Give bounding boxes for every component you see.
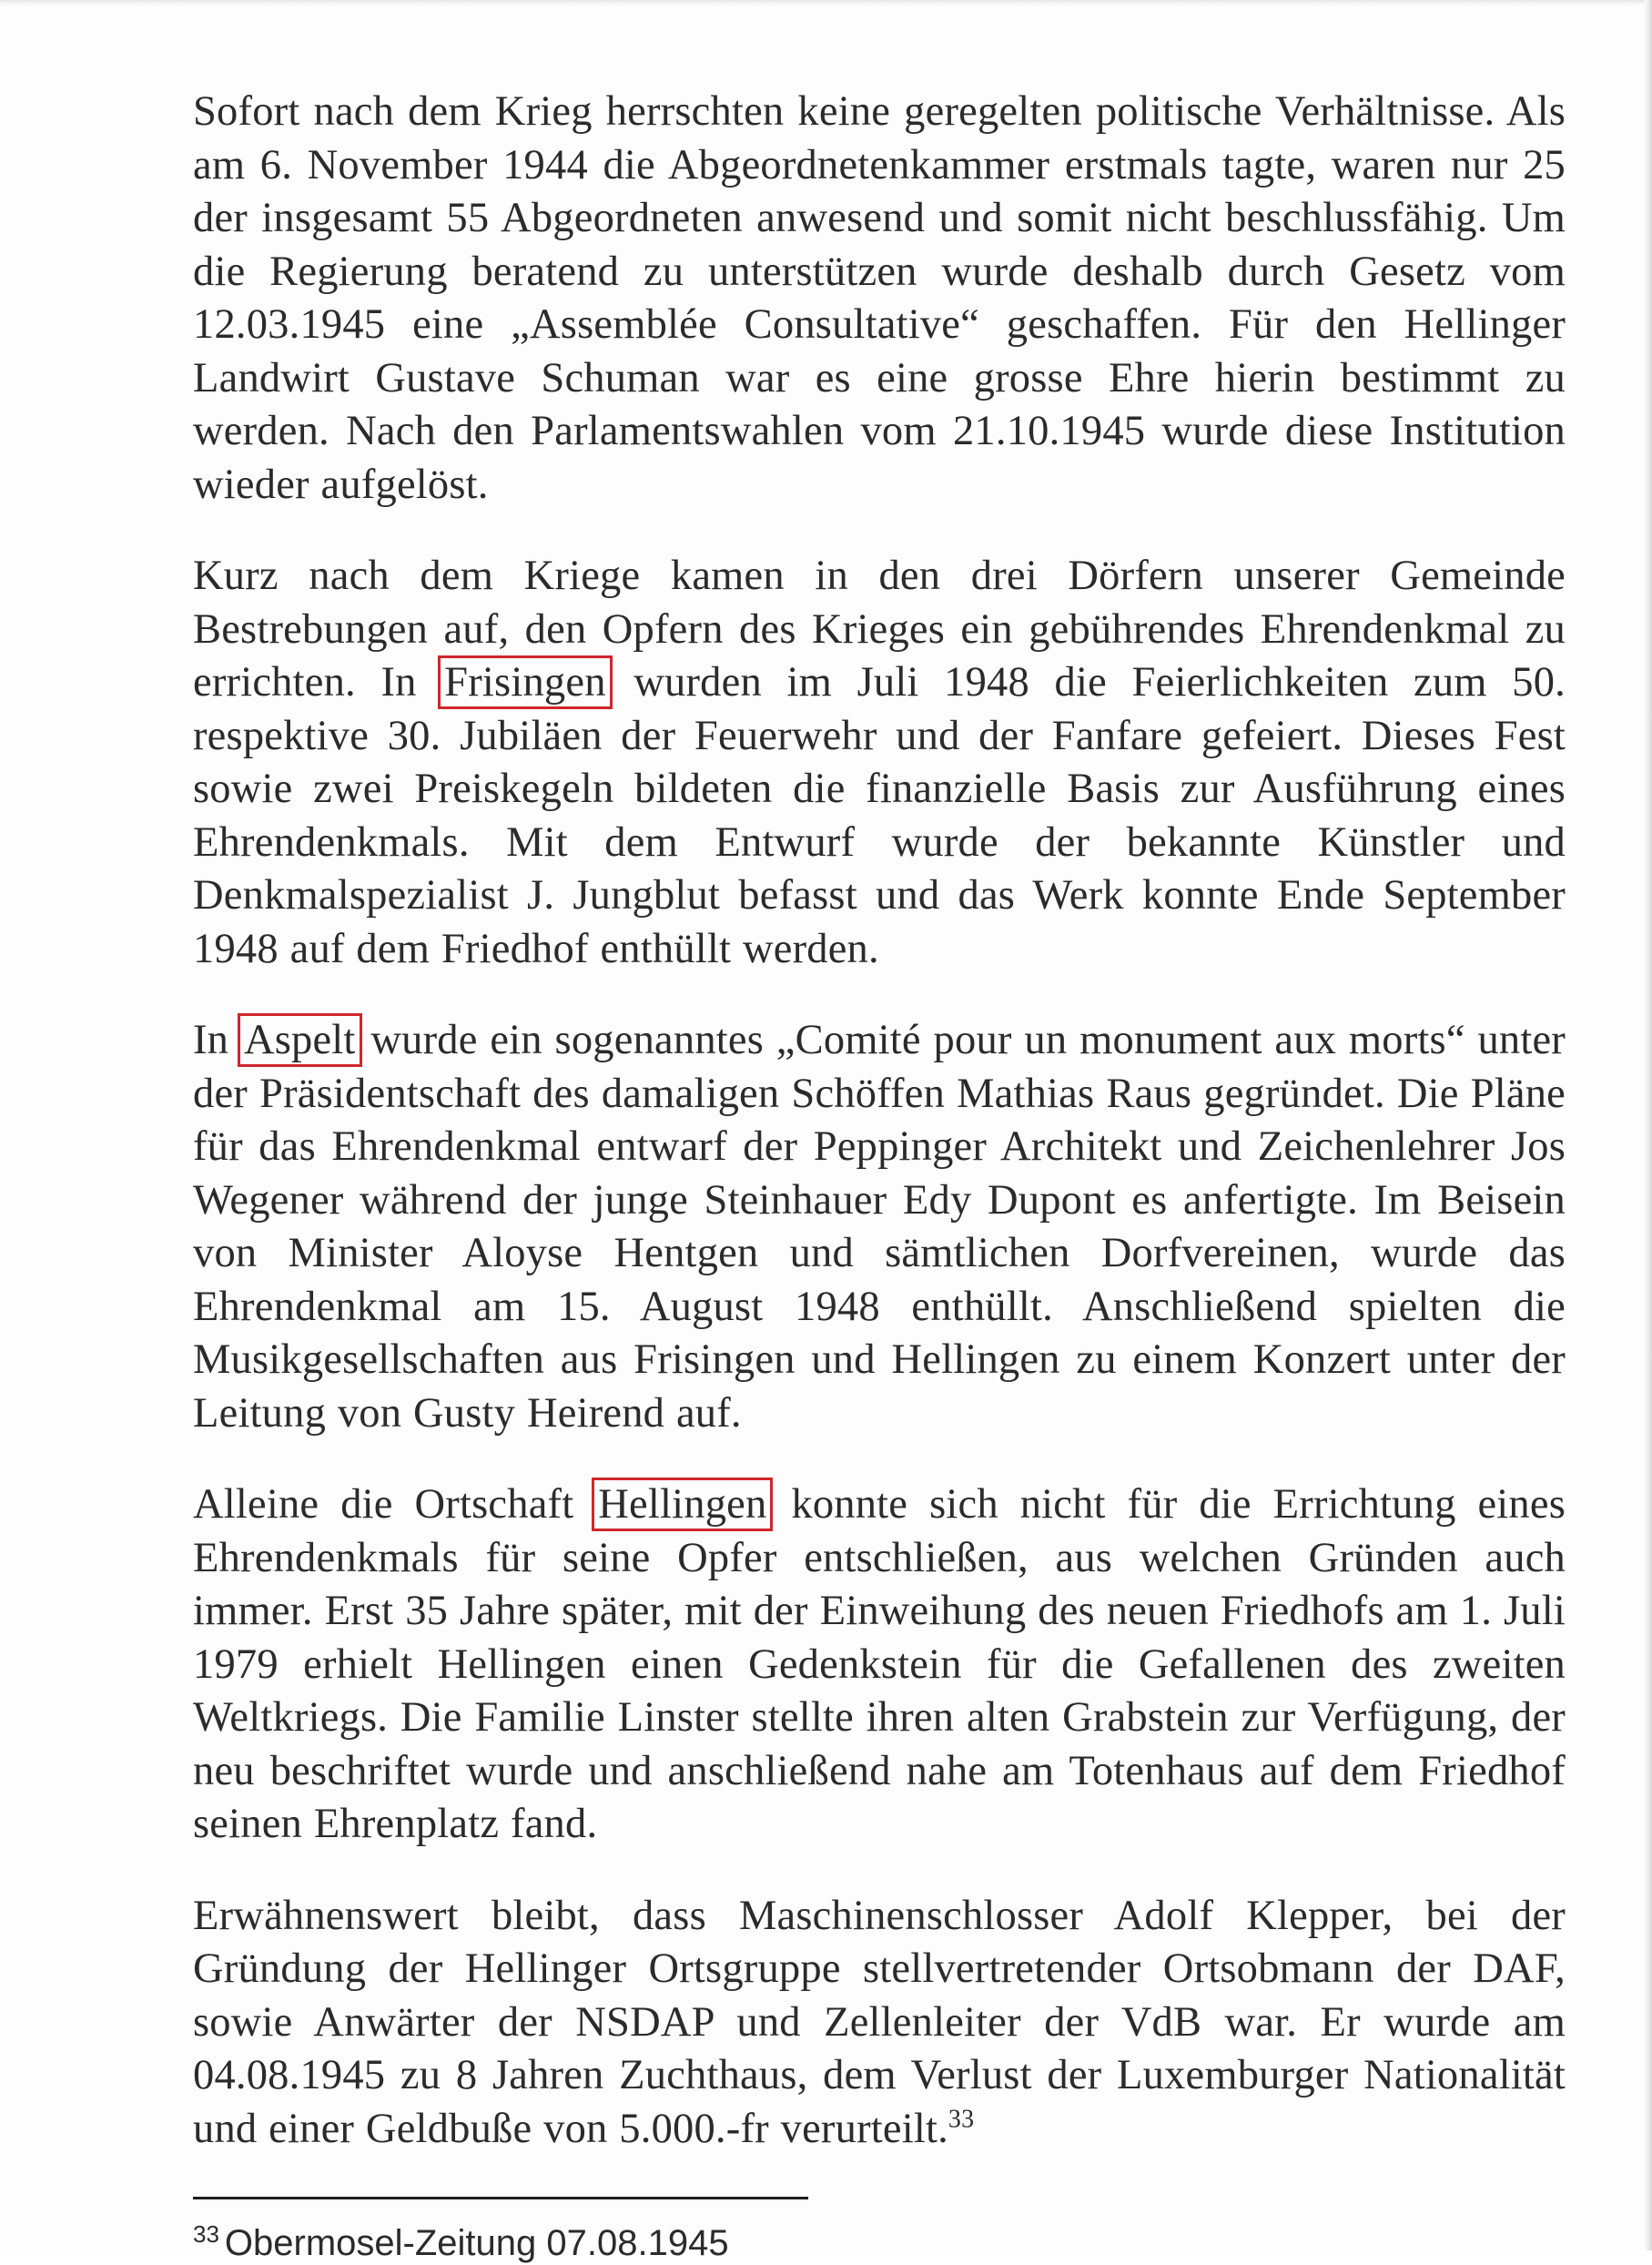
footnote-number: 33 bbox=[193, 2219, 219, 2248]
paragraph-2-before: Kurz nach dem Kriege kamen in den drei Dörfern unserer Gemeinde Bestrebungen auf, den Opfern des Krieges ein gebührendes Ehrendenkmal zu errichten. In bbox=[193, 553, 1566, 706]
paragraph-2 bbox=[193, 550, 1566, 976]
paragraph-4-before: Alleine die Ortschaft bbox=[193, 1481, 596, 1528]
footnote-divider bbox=[193, 2197, 808, 2199]
highlight-aspelt: Aspelt bbox=[241, 1017, 359, 1063]
paragraph-1 bbox=[193, 86, 1566, 512]
paragraph-1-text: Sofort nach dem Krieg herrschten keine geregelten politische Verhältnisse. Als am 6. November 1944 die Abgeordnetenkammer erstmals tagte, waren nur 25 der insgesamt 55 Abgeordneten anwesend und somit nicht beschlussfähig. Um die Regierung beratend zu unterstützen wurde deshalb durch Gesetz vom 12.03.1945 eine „Assemblée Consultative“ geschaffen. Für den Hellinger Landwirt Gustave Schuman war es eine grosse Ehre hierin bestimmt zu werden. Nach den Parlamentswahlen vom 21.10.1945 wurde diese Institution wieder aufgelöst. bbox=[193, 88, 1566, 508]
paragraph-3-before: In bbox=[193, 1017, 241, 1063]
scan-edge-top bbox=[0, 0, 1652, 5]
paragraph-3 bbox=[193, 1014, 1566, 1440]
footnote bbox=[193, 2221, 729, 2265]
paragraph-5-text: Erwähnenswert bleibt, dass Maschinenschlosser Adolf Klepper, bei der Gründung der Hellinger Ortsgruppe stellvertretender Ortsobmann der DAF, sowie Anwärter der NSDAP und Zellenleiter der VdB war. Er wurde am 04.08.1945 zu 8 Jahren Zuchthaus, dem Verlust der Luxemburger Nationalität und einer Geldbuße von 5.000.-fr verurteilt. bbox=[193, 1892, 1566, 2152]
footnote-reference[interactable]: 33 bbox=[948, 2105, 975, 2133]
paragraph-4-after: konnte sich nicht für die Errichtung eines Ehrendenkmals für seine Opfer entschließen, aus welchen Gründen auch immer. Erst 35 Jahre später, mit der Einweihung des neuen Friedhofs am 1. Juli 1979 erhielt Hellingen einen Gedenkstein für die Gefallenen des zweiten Weltkriegs. Die Familie Linster stellte ihren alten Grabstein zur Verfügung, der neu beschriftet wurde und anschließend nahe am Totenhaus auf dem Friedhof seinen Ehrenplatz fand. bbox=[193, 1481, 1566, 1847]
footnote-text: Obermosel-Zeitung 07.08.1945 bbox=[224, 2223, 729, 2263]
scan-edge-right bbox=[1645, 0, 1652, 2250]
highlight-hellingen: Hellingen bbox=[595, 1481, 769, 1528]
highlight-frisingen: Frisingen bbox=[441, 659, 608, 706]
paragraph-2-after: wurden im Juli 1948 die Feierlichkeiten zum 50. respektive 30. Jubiläen der Feuerwehr und der Fanfare gefeiert. Dieses Fest sowie zwei Preiskegeln bildeten die finanzielle Basis zur Ausführung eines Ehrendenkmals. Mit dem Entwurf wurde der bekannte Künstler und Denkmalspezialist J. Jungblut befasst und das Werk konnte Ende September 1948 auf dem Friedhof enthüllt werden. bbox=[193, 659, 1566, 972]
paragraph-3-after: wurde ein sogenanntes „Comité pour un monument aux morts“ unter der Präsidentschaft des damaligen Schöffen Mathias Raus gegründet. Die Pläne für das Ehrendenkmal entwarf der Peppinger Architekt und Zeichenlehrer Jos Wegener während der junge Steinhauer Edy Dupont es anfertigte. Im Beisein von Minister Aloyse Hentgen und sämtlichen Dorfvereinen, wurde das Ehrendenkmal am 15. August 1948 enthüllt. Anschließend spielten die Musikgesellschaften aus Frisingen und Hellingen zu einem Konzert unter der Leitung von Gusty Heirend auf. bbox=[193, 1017, 1566, 1437]
paragraph-5 bbox=[193, 1890, 1566, 2157]
body-text bbox=[193, 86, 1566, 2194]
paragraph-4 bbox=[193, 1478, 1566, 1852]
